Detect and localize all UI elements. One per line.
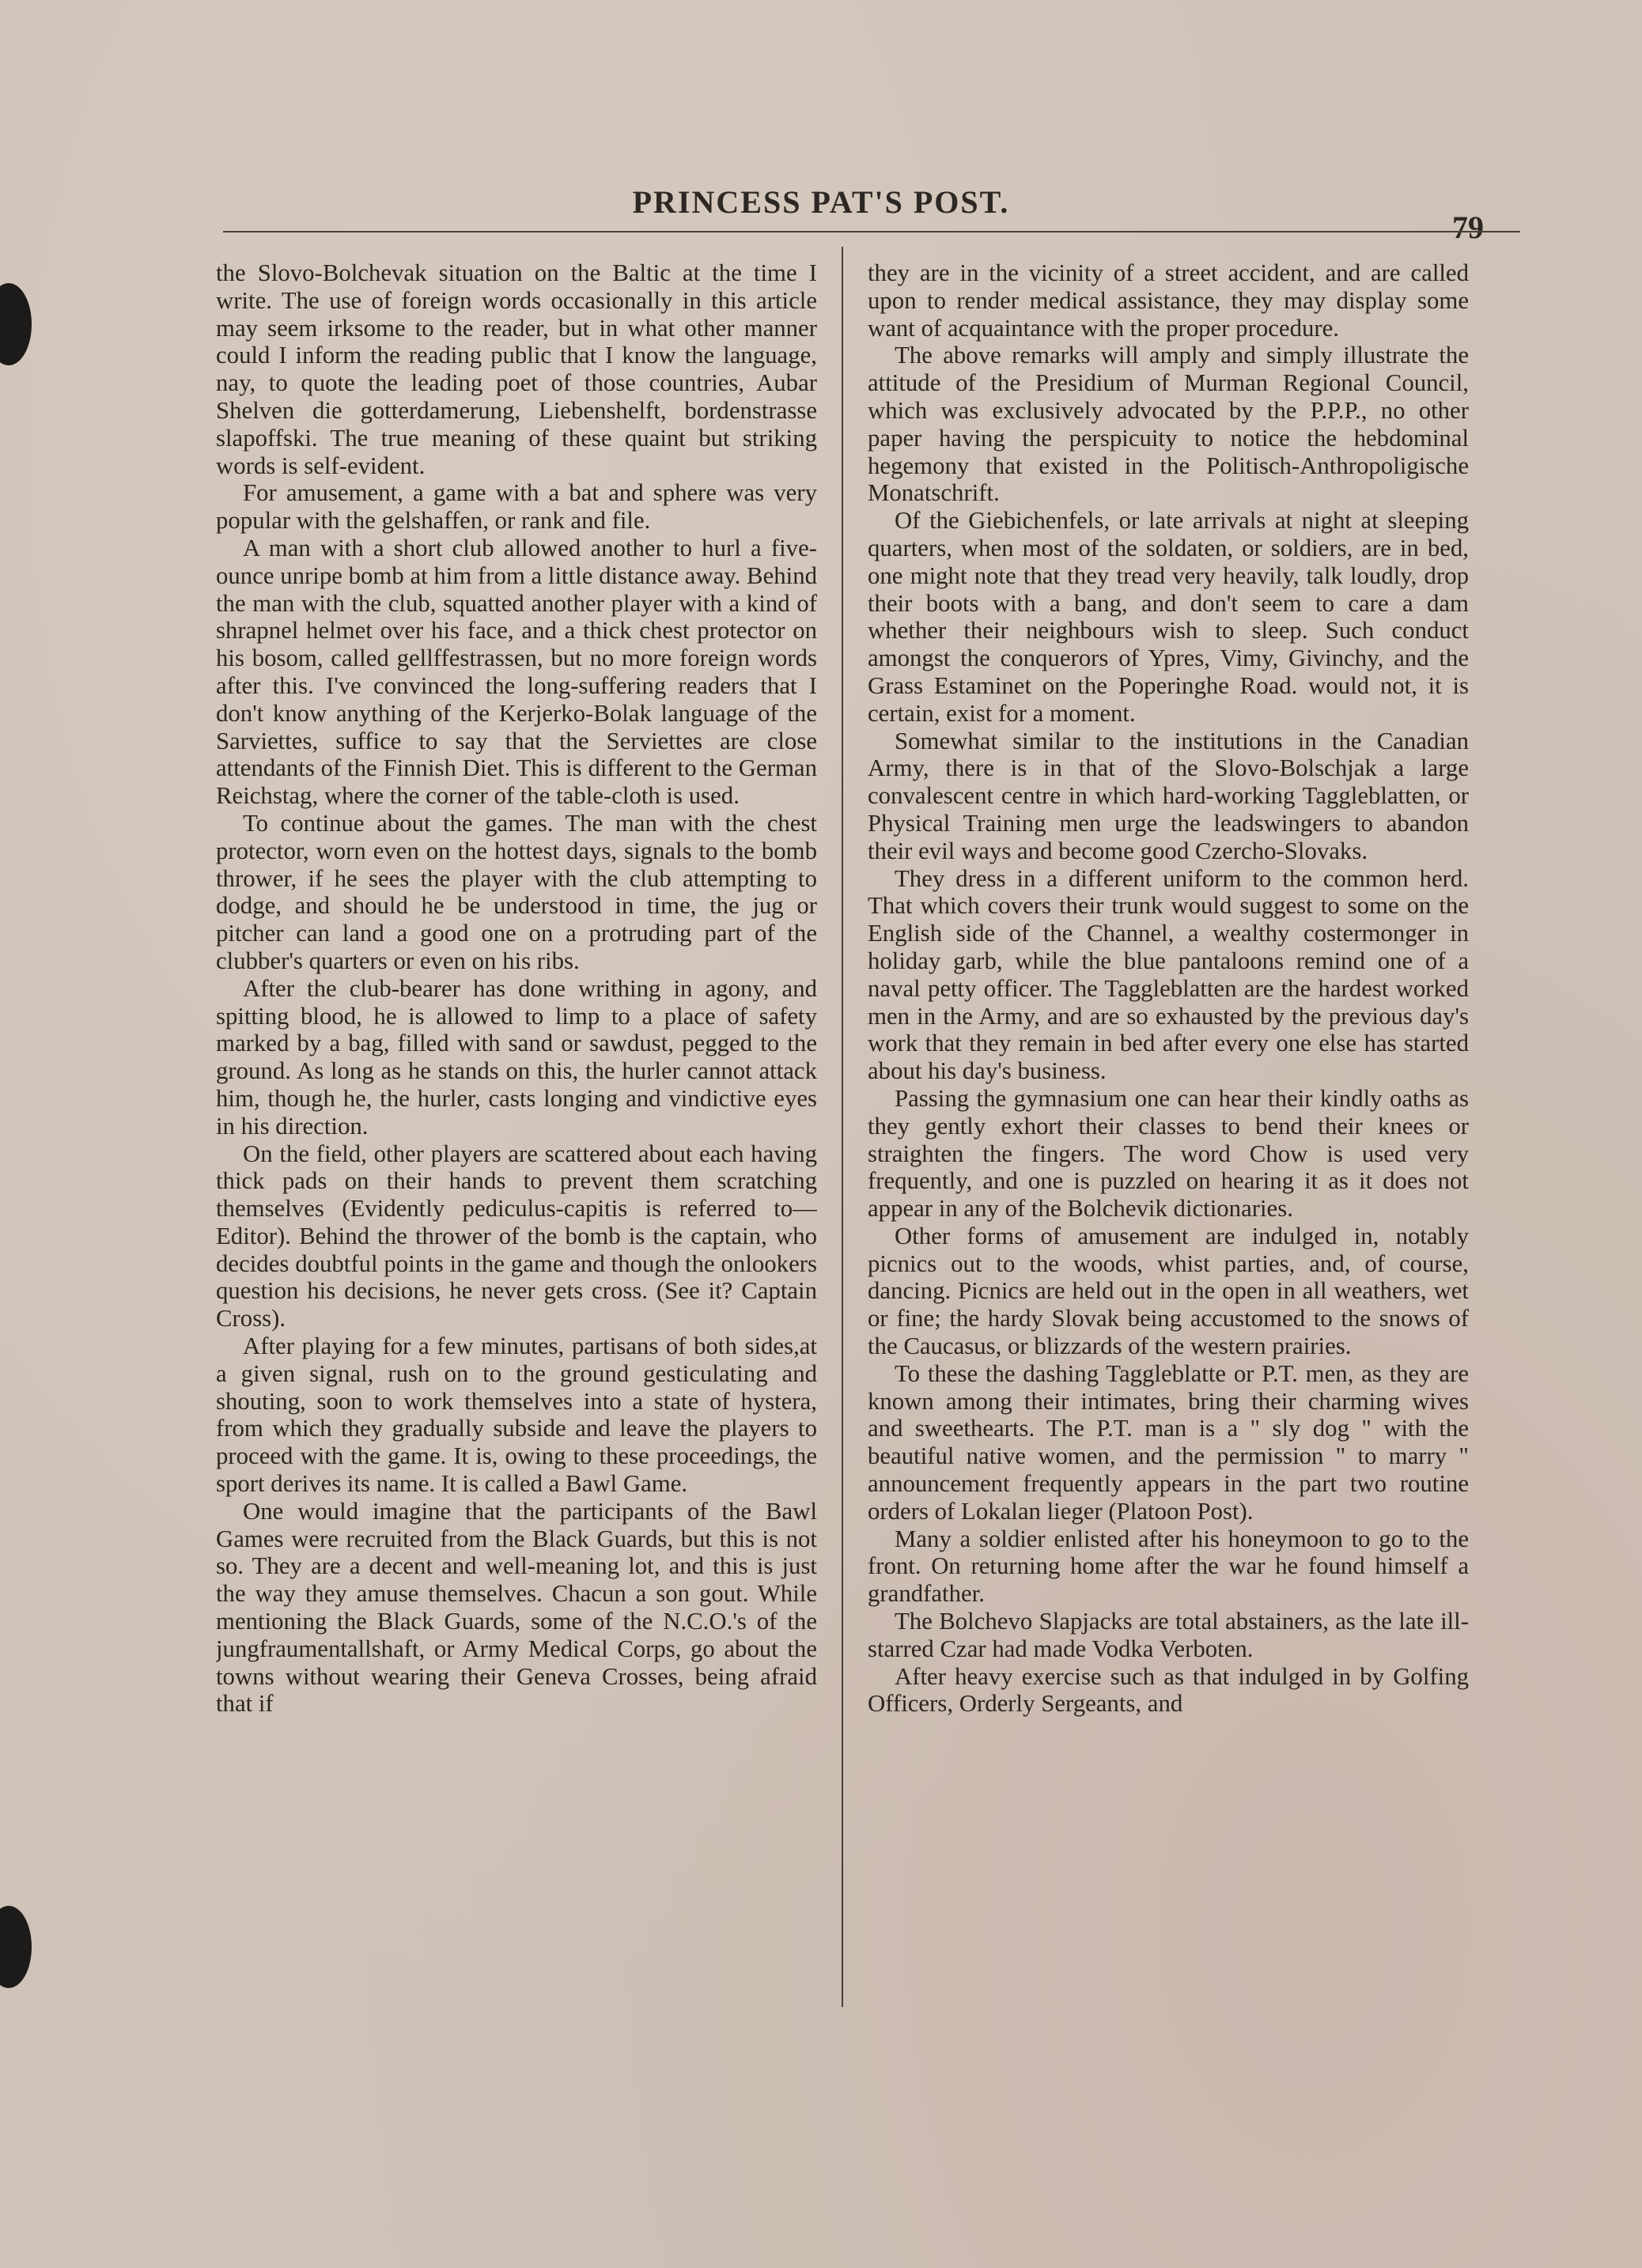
running-title: PRINCESS PAT'S POST. — [632, 184, 1010, 220]
paragraph: One would imagine that the participants of the Bawl Games were recruited from the Black Guards, but this is not so. They are a decent and well-meaning lot, and this is just the way they amuse themselves. Chacun a son gout. While mentioning the Black Guards, some of the N.C.O.'s of the jungfraumentallshaft, or Army Medical Corps, go about the towns without wearing their Geneva Crosses, being afraid that if — [216, 1497, 817, 1718]
paragraph: the Slovo-Bolchevak situation on the Baltic at the time I write. The use of foreign words occasionally in this article may seem irksome to the reader, but in what other manner could I inform the reading public that I know the language, nay, to quote the leading poet of those countries, Aubar Shelven die gotterdamerung, Liebenshelft, bordenstrasse slapoffski. The true meaning of these quaint but striking words is self-evident. — [216, 259, 817, 479]
left-column — [216, 259, 817, 2031]
paragraph: The Bolchevo Slapjacks are total abstainers, as the late ill-starred Czar had made Vodka Verboten. — [868, 1608, 1469, 1662]
paragraph: Somewhat similar to the institutions in the Canadian Army, there is in that of the Slovo-Bolschjak a large convalescent centre in which hard-working Taggleblatten, or Physical Training men urge the leadswingers to abandon their evil ways and become good Czercho-Slovaks. — [868, 727, 1469, 864]
column-divider — [842, 247, 843, 2007]
header-rule — [223, 231, 1520, 232]
paragraph: Of the Giebichenfels, or late arrivals at night at sleeping quarters, when most of the soldaten, or soldiers, are in bed, one might note that they tread very heavily, talk loudly, drop their boots with a bang, and don't seem to care a dam whether their neighbours wish to sleep. Such conduct amongst the conquerors of Ypres, Vimy, Givinchy, and the Grass Estaminet on the Poperinghe Road. would not, it is certain, exist for a moment. — [868, 507, 1469, 727]
paragraph: The above remarks will amply and simply illustrate the attitude of the Presidium of Murman Regional Council, which was exclusively advocated by the P.P.P., no other paper having the perspicuity to notice the hebdominal hegemony that existed in the Politisch-Anthropoligische Monatschrift. — [868, 342, 1469, 507]
paragraph: Other forms of amusement are indulged in, notably picnics out to the woods, whist parties, and, of course, dancing. Picnics are held out in the open in all weathers, wet or fine; the hardy Slovak being accustomed to the snows of the Caucasus, or blizzards of the western prairies. — [868, 1222, 1469, 1360]
paragraph: Many a soldier enlisted after his honeymoon to go to the front. On returning home after the war he found himself a grandfather. — [868, 1525, 1469, 1608]
binding-hole — [0, 1906, 32, 1988]
paragraph: A man with a short club allowed another to hurl a five-ounce unripe bomb at him from a little distance away. Behind the man with the club, squatted another player with a kind of shrapnel helmet over his face, and a thick chest protector on his bosom, called gellffestrassen, but no more foreign words after this. I've convinced the long-suffering readers that I don't know anything of the Kerjerko-Bolak language of the Sarviettes, suffice to say that the Serviettes are close attendants of the Finnish Diet. This is different to the German Reichstag, where the corner of the table-cloth is used. — [216, 534, 817, 810]
paragraph: To these the dashing Taggleblatte or P.T. men, as they are known among their intimates, bring their charming wives and sweethearts. The P.T. man is a " sly dog " with the beautiful native women, and the permission " to marry " announcement frequently appears in the part two routine orders of Lokalan lieger (Platoon Post). — [868, 1359, 1469, 1525]
paragraph: After the club-bearer has done writhing in agony, and spitting blood, he is allowed to limp to a place of safety marked by a bag, filled with sand or sawdust, pegged to the ground. As long as he stands on this, the hurler cannot attack him, though he, the hurler, casts longing and vindictive eyes in his direction. — [216, 974, 817, 1140]
paragraph: For amusement, a game with a bat and sphere was very popular with the gelshaffen, or rank and file. — [216, 479, 817, 535]
paragraph: To continue about the games. The man with the chest protector, worn even on the hottest days, signals to the bomb thrower, if he sees the player with the club attempting to dodge, and should he be understood in time, the jug or pitcher can land a good one on a protruding part of the clubber's quarters or even on his ribs. — [216, 809, 817, 974]
page-number: 79 — [1452, 210, 1484, 245]
right-column — [868, 259, 1469, 2031]
paragraph: Passing the gymnasium one can hear their kindly oaths as they gently exhort their classes to bend their knees or straighten the fingers. The word Chow is used very frequently, and one is puzzled on hearing it as it does not appear in any of the Bolchevik dictionaries. — [868, 1084, 1469, 1223]
binding-hole — [0, 283, 32, 365]
paragraph: After heavy exercise such as that indulged in by Golfing Officers, Orderly Sergeants, and — [868, 1662, 1469, 1718]
paragraph: After playing for a few minutes, partisans of both sides,at a given signal, rush on to the ground gesticulating and shouting, soon to work themselves into a state of hystera, from which they gradually subside and leave the players to proceed with the game. It is, owing to these proceedings, the sport derives its name. It is called a Bawl Game. — [216, 1332, 817, 1498]
paragraph: On the field, other players are scattered about each having thick pads on their hands to prevent them scratching themselves (Evidently pediculus-capitis is referred to—Editor). Behind the thrower of the bomb is the captain, who decides doubtful points in the game and though the onlookers question his decisions, he never gets cross. (See it? Captain Cross). — [216, 1140, 817, 1332]
paragraph: They dress in a different uniform to the common herd. That which covers their trunk would suggest to some on the English side of the Channel, a wealthy costermonger in holiday garb, while the blue pantaloons remind one of a naval petty officer. The Taggleblatten are the hardest worked men in the Army, and are so exhausted by the previous day's work that they remain in bed after every one else has started about his day's business. — [868, 864, 1469, 1085]
paragraph: they are in the vicinity of a street accident, and are called upon to render medical assistance, they may display some want of acquaintance with the proper procedure. — [868, 259, 1469, 342]
